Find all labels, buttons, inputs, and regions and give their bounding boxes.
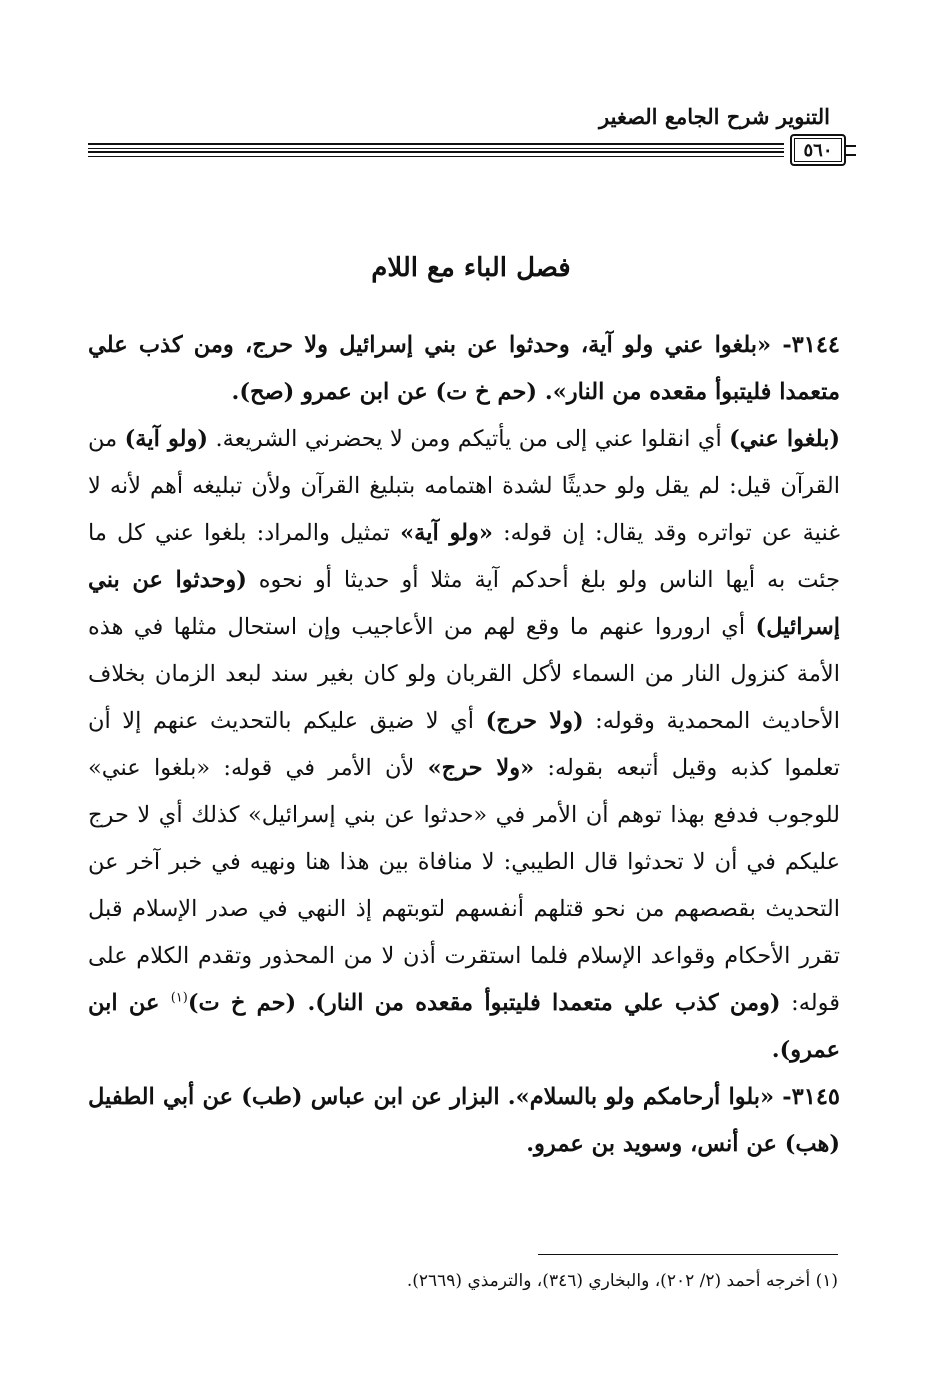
quoted-phrase: (بلغوا عني) (729, 426, 840, 452)
quoted-phrase: (وحدثوا عن بني إسرائيل) (88, 567, 840, 640)
section-heading: فصل الباء مع اللام (371, 253, 571, 283)
commentary-paragraph (88, 416, 840, 1074)
hadith-3145: ٣١٤٥- «بلوا أرحامكم ولو بالسلام». البزار عن ابن عباس (طب) عن أبي الطفيل (هب) عن أنس، وسويد بن عمرو. (88, 1084, 840, 1157)
quoted-phrase: عن ابن عمرو). (88, 990, 840, 1063)
quoted-phrase: (ومن كذب علي متعمدا فليتبوأ مقعده من النار). (حم خ ت) (187, 990, 781, 1016)
footnote-1: (١) أخرجه أحمد (٢/ ٢٠٢)، والبخاري (٣٤٦)، والترمذي (٢٦٦٩). (406, 1271, 838, 1291)
commentary-text: لأن الأمر في قوله: «بلغوا عني» للوجوب فدفع بهذا توهم أن الأمر في «حدثوا عن بني إسرائيل» كذلك أي لا حرج عليكم في أن لا تحدثوا قال الطيبي: لا منافاة بين هذا هنا ونهيه في خبر آخر عن التحديث بقصصهم من نحو قتلهم أنفسهم لتوبتهم إذ النهي في صدر الإسلام قبل تقرر الأحكام وقواعد الإسلام فلما استقرت أذن لا من المحذور وتقدم الكلام على قوله: (88, 755, 840, 1016)
header-rule-bottom (88, 151, 784, 157)
header-rule-ornament (846, 145, 856, 156)
commentary-text: تمثيل والمراد: بلغوا عني كل ما جئت به أيها الناس ولو بلغ أحدكم آية مثلا أو حديثا أو نحوه (88, 520, 840, 593)
quoted-phrase: (ولو آية) (124, 426, 208, 452)
commentary-text: من القرآن قيل: لم يقل ولو حديثًا لشدة اهتمامه بتبليغ القرآن ولأن تبليغه أهم لأنه لا غنية عن تواتره وقد يقال: إن قوله: (88, 426, 840, 546)
commentary-text: أي انقلوا عني إلى من يأتيكم ومن لا يحضرني الشريعة. (208, 426, 730, 452)
hadith-3144: ٣١٤٤- «بلغوا عني ولو آية، وحدثوا عن بني إسرائيل ولا حرج، ومن كذب علي متعمدا فليتبوأ مقعده من النار». (حم خ ت) عن ابن عمرو (صح). (88, 332, 840, 405)
quoted-phrase: «ولو آية» (400, 520, 493, 546)
commentary-text: أي اروروا عنهم ما وقع لهم من الأعاجيب وإن استحال مثلها في هذه الأمة كنزول النار من السماء لأكل القربان ولو كان بغير سند لبعد الزمان بخلاف الأحاديث المحمدية وقوله: (88, 614, 840, 734)
quoted-phrase: (ولا حرج) (485, 708, 584, 734)
body-text (88, 322, 840, 1168)
commentary-text: أي لا ضيق عليكم بالتحديث عنهم إلا أن تعلموا كذبه وقيل أتبعه بقوله: (88, 708, 840, 781)
footnote-reference[interactable]: (١) (170, 990, 188, 1006)
footnote-divider (538, 1254, 838, 1255)
page-number: ٥٦٠ (790, 134, 846, 166)
header-rule-top (88, 143, 784, 149)
running-title: التنوير شرح الجامع الصغير (599, 104, 830, 129)
quoted-phrase: «ولا حرج» (427, 755, 535, 781)
